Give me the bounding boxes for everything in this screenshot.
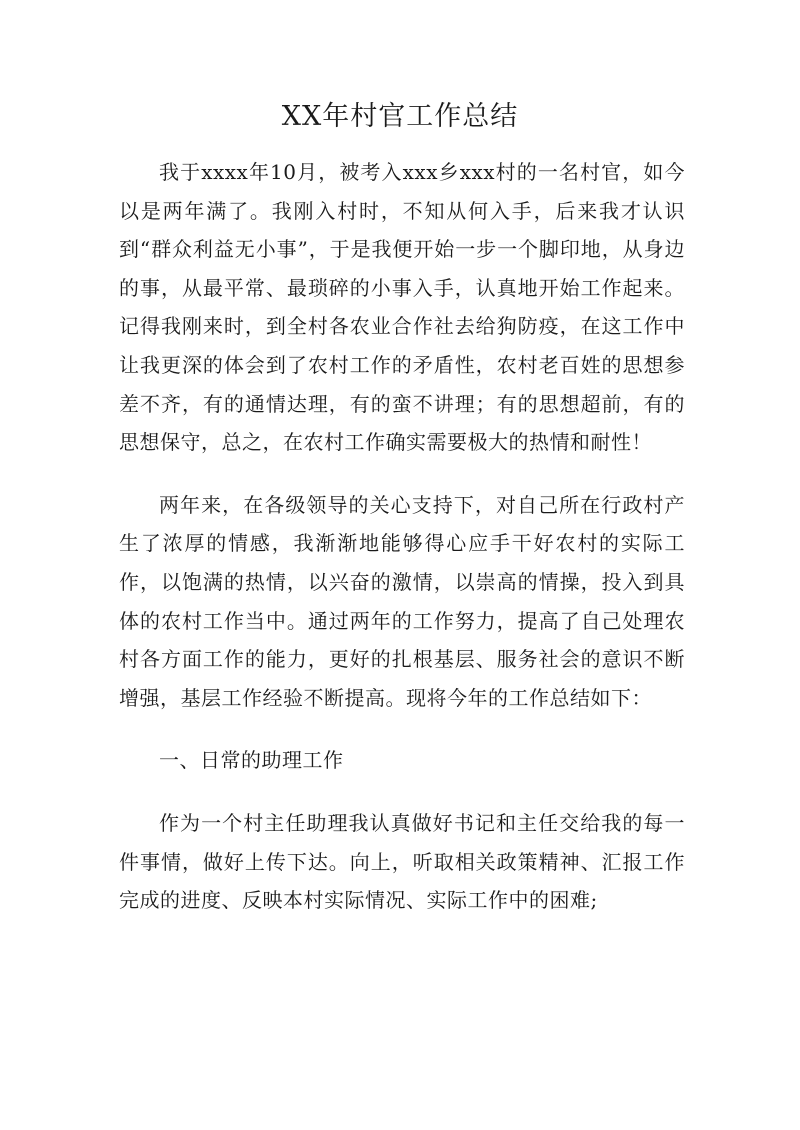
document-body	[119, 153, 685, 944]
paragraph-section-one: 作为一个村主任助理我认真做好书记和主任交给我的每一件事情，做好上传下达。向上，听取相关政策精神、汇报工作完成的进度、反映本村实际情况、实际工作中的困难;	[119, 810, 685, 913]
document-title: XX年村官工作总结	[281, 101, 519, 132]
paragraph-intro: 我于xxxx年10月，被考入xxx乡xxx村的一名村官，如今以是两年满了。我刚入村时，不知从何入手，后来我才认识到“群众利益无小事”，于是我便开始一步一个脚印地，从身边的事，从最平常、最琐碎的小事入手，认真地开始工作起来。记得我刚来时，到全村各农业合作社去给狗防疫，在这工作中让我更深的体会到了农村工作的矛盾性，农村老百姓的思想参差不齐，有的通情达理，有的蛮不讲理；有的思想超前，有的思想保守，总之，在农村工作确实需要极大的热情和耐性！	[119, 160, 685, 455]
section-heading: 一、日常的助理工作	[159, 748, 344, 773]
paragraph-two-years: 两年来，在各级领导的关心支持下，对自己所在行政村产生了浓厚的情感，我渐渐地能够得心应手干好农村的实际工作，以饱满的热情，以兴奋的激情，以崇高的情操，投入到具体的农村工作当中。通过两年的工作努力，提高了自己处理农村各方面工作的能力，更好的扎根基层、服务社会的意识不断增强，基层工作经验不断提高。现将今年的工作总结如下：	[119, 492, 685, 710]
